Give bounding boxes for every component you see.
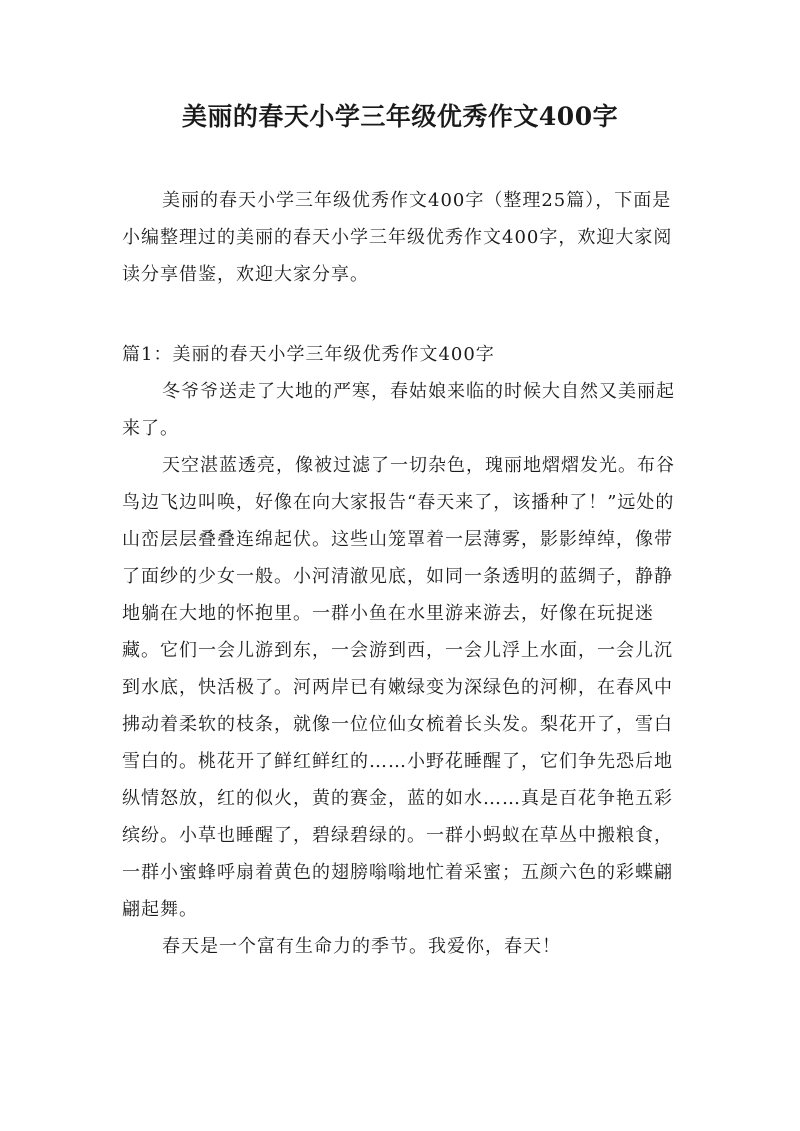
article-paragraph-1: 冬爷爷送走了大地的严寒，春姑娘来临的时候大自然又美丽起来了。 — [122, 381, 675, 439]
intro-paragraph: 美丽的春天小学三年级优秀作文400字（整理25篇），下面是小编整理过的美丽的春天小学三年级优秀作文400字，欢迎大家阅读分享借鉴，欢迎大家分享。 — [122, 190, 673, 285]
article-paragraph-2: 天空湛蓝透亮，像被过滤了一切杂色，瑰丽地熠熠发光。布谷鸟边飞边叫唤，好像在向大家报告“春天来了，该播种了！”远处的山峦层层叠叠连绵起伏。这些山笼罩着一层薄雾，影影绰绰，像带了面纱的少女一般。小河清澈见底，如同一条透明的蓝绸子，静静地躺在大地的怀抱里。一群小鱼在水里游来游去，好像在玩捉迷藏。它们一会儿游到东，一会游到西，一会儿浮上水面，一会儿沉到水底，快活极了。河两岸已有嫩绿变为深绿色的河柳，在春风中拂动着柔软的枝条，就像一位位仙女梳着长头发。梨花开了，雪白雪白的。桃花开了鲜红鲜红的……小野花睡醒了，它们争先恐后地纵情怒放，红的似火，黄的赛金，蓝的如水……真是百花争艳五彩缤纷。小草也睡醒了，碧绿碧绿的。一群小蚂蚁在草丛中搬粮食，一群小蜜蜂呼扇着黄色的翅膀嗡嗡地忙着采蜜；五颜六色的彩蝶翩翩起舞。 — [122, 455, 675, 920]
article-heading: 篇1：美丽的春天小学三年级优秀作文400字 — [122, 344, 495, 365]
document-title: 美丽的春天小学三年级优秀作文400字 — [181, 102, 619, 131]
intro-block — [122, 182, 684, 293]
article-paragraph-3: 春天是一个富有生命力的季节。我爱你，春天！ — [162, 936, 561, 957]
article-block — [122, 336, 684, 965]
